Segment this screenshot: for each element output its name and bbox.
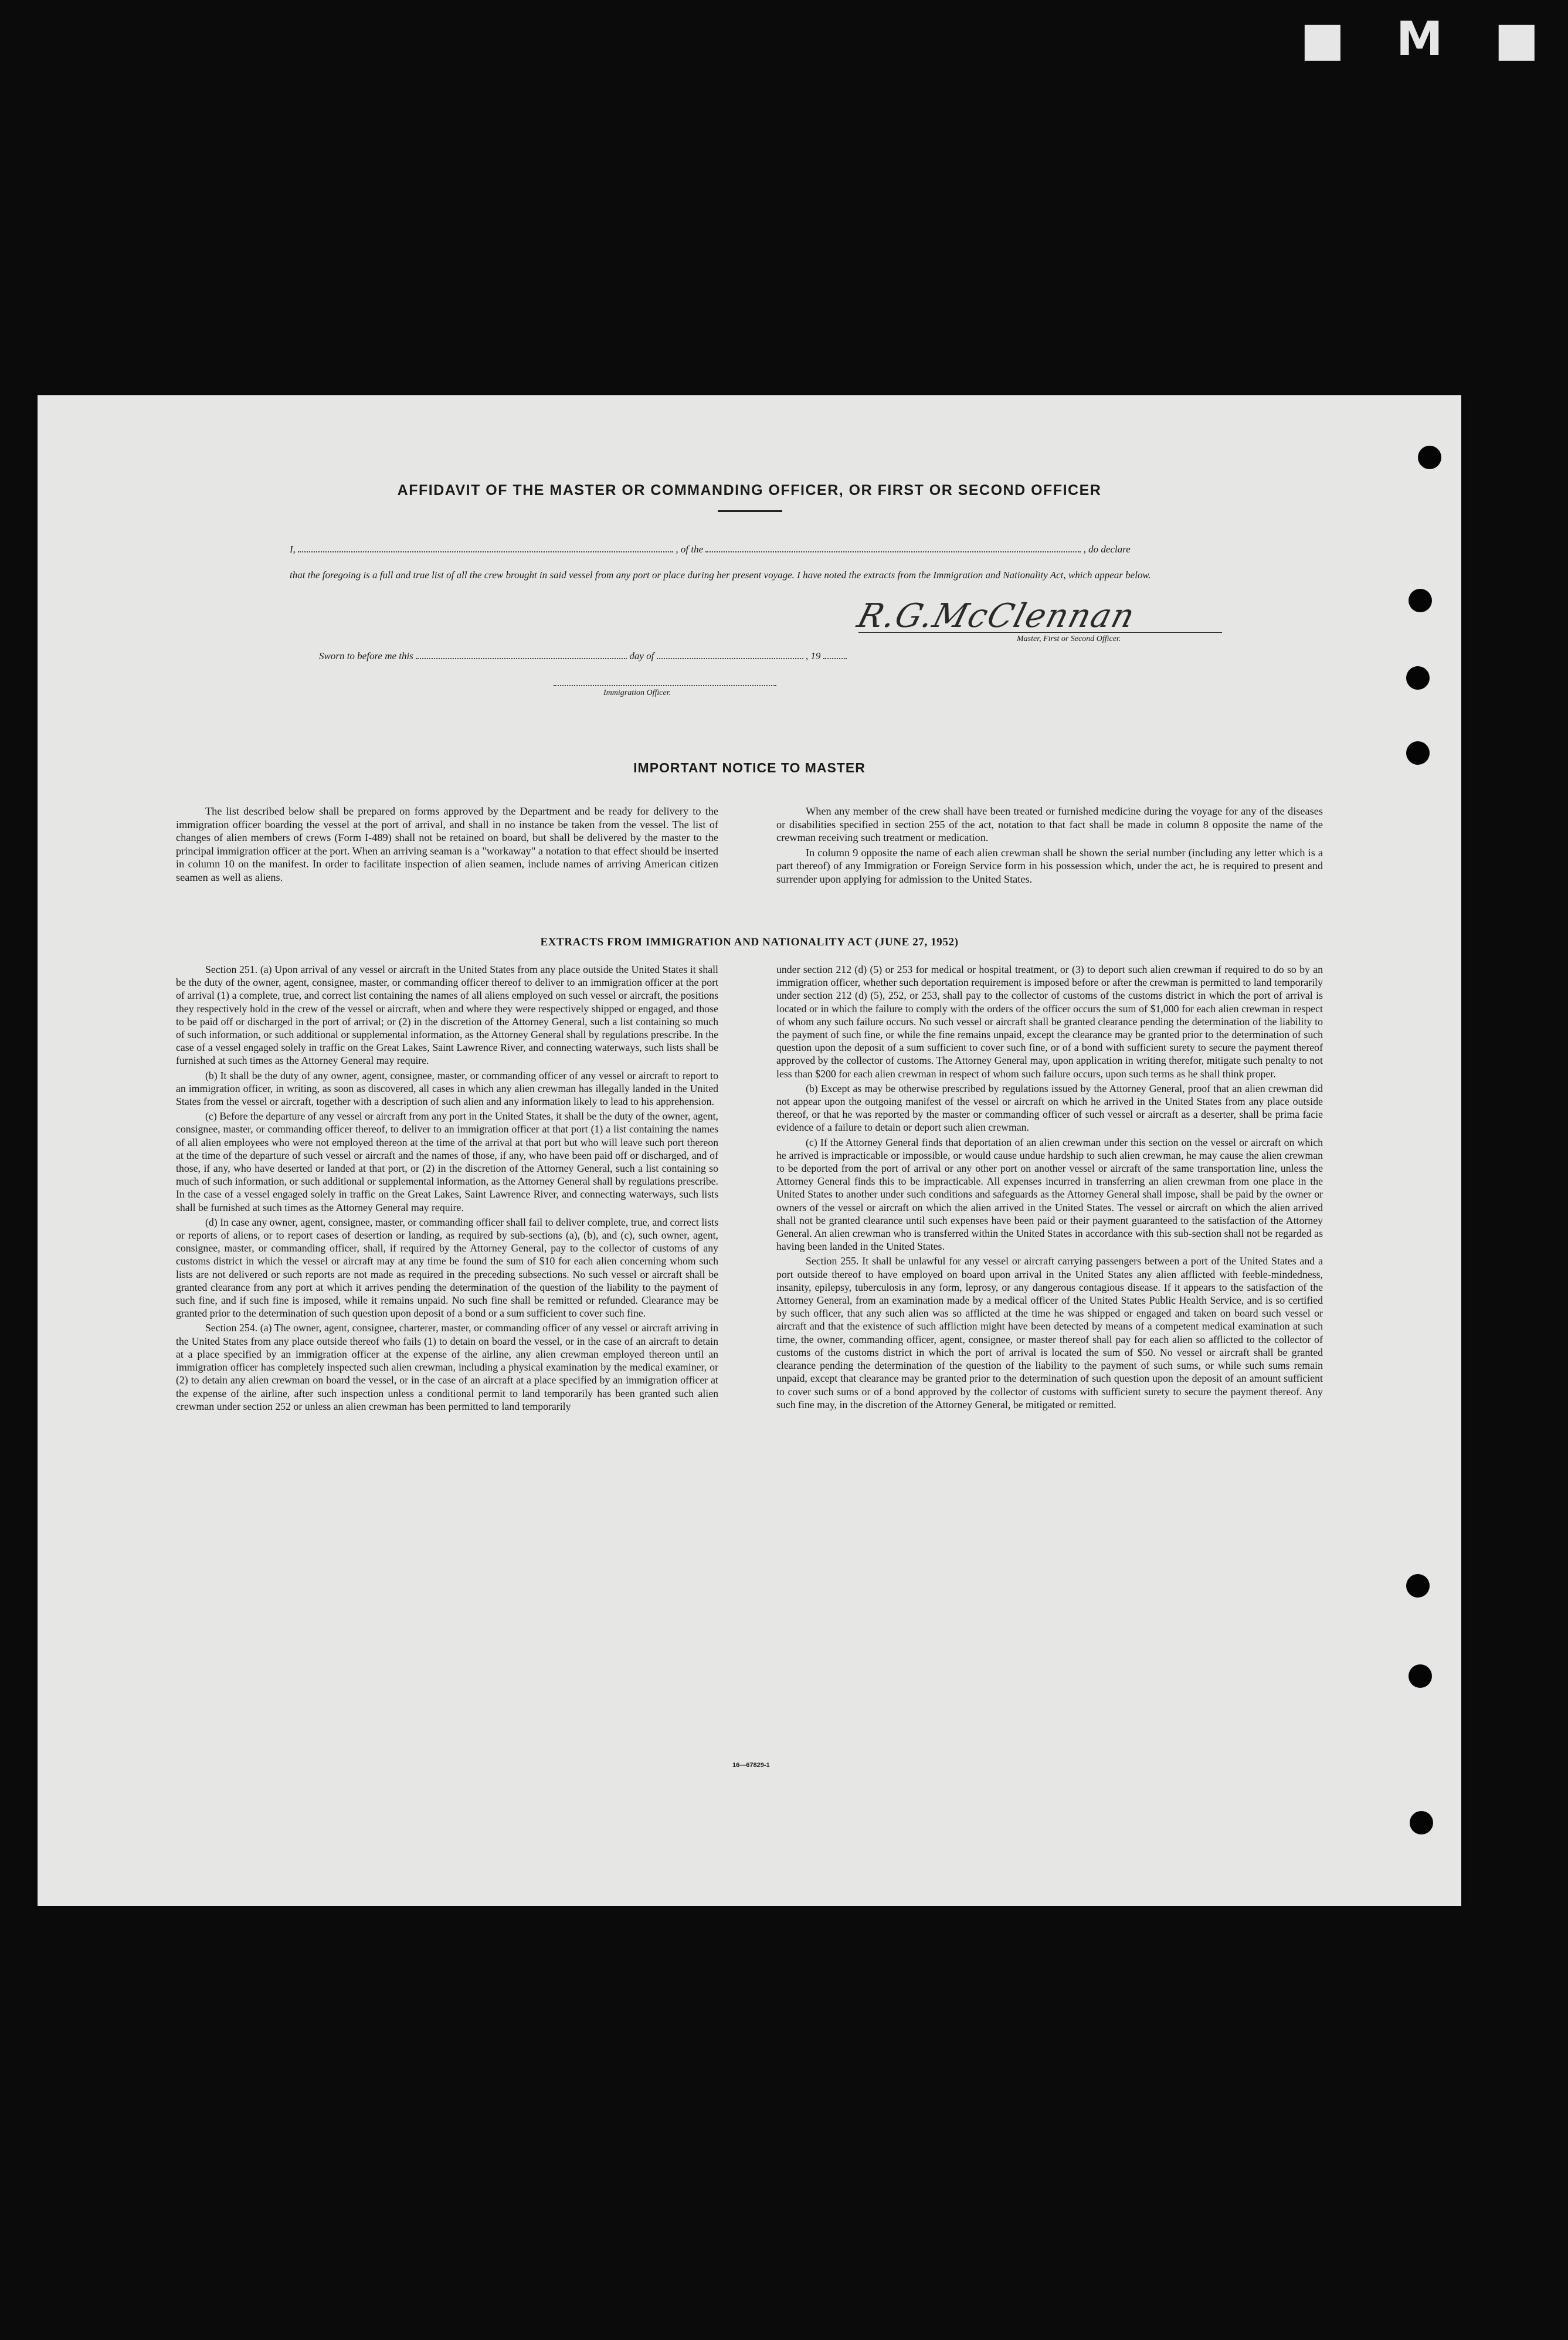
section-251a-paragraph: Section 251. (a) Upon arrival of any vessel or aircraft in the United States from any place outside the United States it shall be the duty of the owner, agent, consignee, master, or commanding officer thereof to deliver to an immigration officer at the port of arrival (1) a complete, true, and correct list containing the names of all aliens employed on such vessel or aircraft, the positions they respectively hold in the crew of the vessel or aircraft, when and where they were respectively shipped or engaged, and those to be paid off or discharged in the port of arrival; or (2) in the discretion of the Attorney General, such a list containing so much of such information, or such additional or supplemental information, as the Attorney General shall by regulations prescribe. In the case of a vessel engaged solely in traffic on the Great Lakes, Saint Lawrence River, and connecting waterways, such lists shall be furnished at such times as the Attorney General may require. — [176, 964, 718, 1067]
year-label: , 19 — [805, 650, 821, 662]
binder-hole — [1406, 1574, 1430, 1598]
name-blank — [298, 543, 673, 552]
notice-left-column — [176, 805, 718, 886]
declare-end-label: , do declare — [1083, 544, 1131, 555]
notice-paragraph: When any member of the crew shall have been treated or furnished medicine during the voyage for any of the diseases or disabilities specified in section 255 of the act, notation to that fact shall be made in column 8 opposite the name of the crewman receiving such treatment or medication. — [776, 805, 1323, 844]
title-underline — [718, 510, 782, 512]
binder-hole — [1410, 1811, 1433, 1834]
officer-rule — [554, 685, 776, 686]
section-251c-paragraph: (c) Before the departure of any vessel or aircraft from any port in the United States, it shall be the duty of the owner, agent, consignee, master, or commanding officer thereof, to deliver to an immigration officer at that port (1) a list containing the names of all alien employees who were not employed thereon at the time of the arrival at that port but who will leave such port thereon at the time of the departure of such vessel or aircraft and the names of those, if any, who have been paid off or discharged, and of those, if any, who have deserted or landed at that port, or (2) in the discretion of the Attorney General, such a list containing so much of such information, or such additional or supplemental information, as the Attorney General shall by regulations prescribe. In the case of a vessel engaged solely in traffic on the Great Lakes, Saint Lawrence River, and connecting waterways, such lists shall be furnished at such times as the Attorney General may require. — [176, 1110, 718, 1213]
extracts-title: EXTRACTS FROM IMMIGRATION AND NATIONALITY ACT (JUNE 27, 1952) — [540, 936, 959, 948]
binder-hole — [1409, 1664, 1432, 1688]
binder-hole — [1409, 589, 1432, 612]
master-signature: R.G.McClennan — [853, 597, 1140, 635]
section-254a-continuation: under section 212 (d) (5) or 253 for medical or hospital treatment, or (3) to deport such alien crewman if required to do so by an immigration officer, whether such deportation requirement is imposed before or after the crewman is permitted to land temporarily under section 212 (d) (5), 252, or 253, shall pay to the collector of customs of the customs district in which the port of arrival is located or in which the failure to comply with the orders of the officer occurs the sum of $1,000 for each alien crewman in respect of whom any such failure occurs. No such vessel or aircraft shall be granted clearance pending the determination of the liability to the payment of such fine, or while the fine remains unpaid, except the clearance may be granted prior to the determination of such question upon the deposit of a sum sufficient to cover such fine, or of a bond with sufficient surety to secure the payment thereof approved by the collector of customs. The Attorney General may, upon application in writing therefor, mitigate such penalty to not less than $200 for each alien crewman in respect of whom such failure occurs, upon such terms as he shall think proper. — [776, 964, 1323, 1080]
form-number: 16—67829-1 — [732, 1762, 770, 1769]
notice-right-column — [776, 805, 1323, 888]
sworn-line — [319, 650, 1023, 662]
sworn-day-blank — [416, 650, 627, 659]
binder-hole — [1418, 446, 1441, 469]
declare-of-label: , of the — [676, 544, 704, 555]
sworn-label: Sworn to before me this — [319, 650, 413, 662]
section-254b-paragraph: (b) Except as may be otherwise prescribed by regulations issued by the Attorney General, proof that an alien crewman did not appear upon the outgoing manifest of the vessel or aircraft on which he arrived in the United States from any place outside thereof, or that he was reported by the master or commanding officer of such vessel or aircraft as a deserter, shall be prima facie evidence of a failure to detain or deport such alien crewman. — [776, 1082, 1323, 1134]
section-255-paragraph: Section 255. It shall be unlawful for any vessel or aircraft carrying passengers between a port of the United States and a port outside thereof to have employed on board upon arrival in the United States any alien afflicted with feeble-mindedness, insanity, epilepsy, tuberculosis in any form, leprosy, or any dangerous contagious disease. If it appears to the satisfaction of the Attorney General, from an examination made by a medical officer of the United States Public Health Service, and is so certified by such officer, that any such alien was so afflicted at the time he was shipped or engaged and taken on board such vessel or aircraft and that the existence of such affliction might have been detected by means of a competent medical examination at such time, the owner, commanding officer, agent, consignee, or master thereof shall pay for each alien so afflicted to the collector of customs of the customs district in which the port of arrival is located the sum of $50. No vessel or aircraft shall be granted clearance pending the determination of the question of the liability to the payment of such sums, or while such sums remain unpaid, except that clearance may be granted prior to the determination of such question upon the deposit of an amount sufficient to cover such sums or of a bond approved by the collector of customs with sufficient surety to secure the payment thereof. Any such fine may, in the discretion of the Attorney General, be mitigated or remitted. — [776, 1255, 1323, 1410]
section-254a-paragraph: Section 254. (a) The owner, agent, consignee, charterer, master, or commanding officer of any vessel or aircraft arriving in the United States from any place outside thereof who fails (1) to detain on board the vessel, or in the case of an aircraft to detain at a place specified by an immigration officer at the expense of the airline, any alien crewman employed thereon until an immigration officer has completely inspected such alien crewman, including a physical examination by the medical examiner, or (2) to detain any alien crewman on board the vessel, or in the case of an aircraft at a place specified by an immigration officer at the expense of the airline, after such inspection unless a conditional permit to land temporarily has been granted such alien crewman under section 252 or unless an alien crewman has been permitted to land temporarily — [176, 1322, 718, 1412]
vessel-blank — [705, 543, 1081, 552]
signature-caption: Master, First or Second Officer. — [1017, 635, 1121, 643]
section-254c-paragraph: (c) If the Attorney General finds that deportation of an alien crewman under this section on the vessel or aircraft on which he arrived is impracticable or impossible, or would cause undue hardship to such alien crewman, he may cause the alien crewman to be deported from the port of arrival or any other port on another vessel or aircraft of the same transportation line, unless the Attorney General finds this to be impracticable. All expenses incurred in transferring an alien crewman from one place in the United States to another under such conditions and safeguards as the Attorney General shall impose, shall be paid by the owner or owners of the vessel or aircraft on which the alien arrived in the United States. The vessel or aircraft on which the alien arrived shall not be granted clearance until such expenses have been paid or their payment guaranteed to the satisfaction of the Attorney General. An alien crewman who is transferred within the United States in accordance with this sub-section shall not be regarded as having been landed in the United States. — [776, 1136, 1323, 1253]
affidavit-title: AFFIDAVIT OF THE MASTER OR COMMANDING OFFICER, OR FIRST OR SECOND OFFICER — [397, 482, 1102, 498]
extracts-right-column — [776, 963, 1323, 1413]
sworn-year-blank — [823, 650, 847, 659]
section-251b-paragraph: (b) It shall be the duty of any owner, agent, consignee, master, or commanding officer of any vessel or aircraft to report to an immigration officer, in writing, as soon as discovered, all cases in which any alien crewman has illegally landed in the United States from the vessel or aircraft, together with a description of such alien and any information likely to lead to his apprehension. — [176, 1069, 718, 1108]
declaration-text: that the foregoing is a full and true list of all the crew brought in said vessel from any port or place during her present voyage. I have noted the extracts from the Immigration and Nationality Act, which appear below. — [290, 569, 1151, 581]
officer-caption: Immigration Officer. — [603, 689, 671, 697]
film-corner-marks: ■ M ■ — [1300, 12, 1556, 66]
day-of-label: day of — [629, 650, 654, 662]
document-page — [38, 395, 1461, 1906]
declare-i-label: I, — [290, 544, 296, 555]
sworn-month-blank — [657, 650, 803, 659]
binder-hole — [1406, 666, 1430, 690]
notice-title: IMPORTANT NOTICE TO MASTER — [633, 760, 866, 775]
notice-paragraph: The list described below shall be prepared on forms approved by the Department and be ready for delivery to the immigration officer boarding the vessel at the port of arrival, and shall in no instance be taken from the vessel. The list of changes of alien members of crews (Form I-489) shall not be retained on board, but shall be delivered by the master to the principal immigration officer at the port. When an arriving seaman is a "workaway" a notation to that effect should be inserted in column 10 on the manifest. In order to facilitate inspection of alien seamen, include names of arriving American citizen seamen as well as aliens. — [176, 805, 718, 883]
section-251d-paragraph: (d) In case any owner, agent, consignee, master, or commanding officer shall fail to deliver complete, true, and correct lists or reports of aliens, or to report cases of desertion or landing, as required by sub-sections (a), (b), and (c), such owner, agent, consignee, master, or commanding officer, shall, if required by the Attorney General, pay to the collector of customs of any customs district in which the vessel or aircraft may at any time be found the sum of $10 for each alien concerning whom such lists are not delivered or such reports are not made as required in the preceding subsections. No such vessel or aircraft shall be granted clearance from any port at which it arrives pending the determination of the question of the liability to the payment of such fine, and if such fine is imposed, while it remains unpaid. No such fine shall be remitted or refunded. Clearance may be granted prior to the determination of such question upon deposit of a bond or a sum sufficient to cover such fine. — [176, 1216, 718, 1320]
extracts-left-column — [176, 963, 718, 1415]
declaration-line — [290, 543, 1251, 555]
notice-paragraph: In column 9 opposite the name of each alien crewman shall be shown the serial number (including any letter which is a part thereof) of any Immigration or Foreign Service form in his possession which, under the act, he is required to present and surrender upon applying for admission to the United States. — [776, 846, 1323, 885]
signature-rule — [858, 632, 1222, 633]
